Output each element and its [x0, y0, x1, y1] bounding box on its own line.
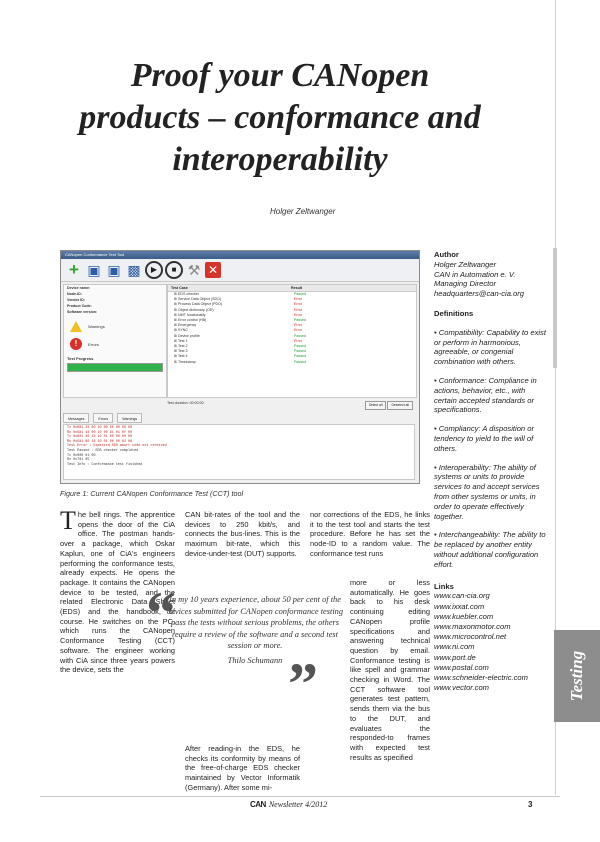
window-title: CANopen Conformance Test Tool — [61, 251, 419, 259]
definitions-heading: Definitions — [434, 308, 474, 318]
link-item[interactable]: www.schneider-electric.com — [434, 672, 528, 682]
disk-icon[interactable]: ▣ — [107, 262, 121, 278]
log-tabs — [63, 413, 415, 423]
tab-warnings[interactable]: Warnings — [117, 413, 142, 423]
author-line-item: headquarters@can-cia.org — [434, 289, 525, 299]
body-column-3-top: nor corrections of the EDS, he links it to the test tool and starts the test procedure. Before he has set the node-ID to a random value. The conformance test runs — [310, 510, 430, 558]
author-byline: Holger Zeltwanger — [270, 207, 336, 216]
test-case-result: Passed — [294, 344, 306, 349]
sidebar — [434, 250, 549, 693]
drop-cap: T — [60, 506, 76, 535]
warnings-row — [64, 321, 166, 332]
test-case-result: Passed — [294, 318, 306, 323]
test-case-result: Passed — [294, 354, 306, 359]
tree-rows — [168, 292, 416, 365]
link-item[interactable]: www.maxonmotor.com — [434, 621, 511, 631]
author-line-item: Holger Zeltwanger — [434, 259, 497, 269]
errors-label: Errors — [88, 341, 99, 347]
tree-header-testcase: Test Case — [171, 286, 188, 290]
link-item[interactable]: www.kuebler.com — [434, 611, 494, 621]
test-case-name: ⊞ Service Data Object (SDO) — [174, 297, 222, 302]
body-column-3-low: more or less automatically. He goes back to his desk continuing editing CANopen profile specifications and answering technical question by email. Conformance testing is like spell and grammar checking in Word. The CCT software tool generates test pattern, sends them via the bus to the DUT, and evaluates the responded-to frames with expected test results as specified — [350, 578, 430, 762]
device-info-row — [64, 309, 166, 315]
links-heading: Links — [434, 581, 454, 591]
test-case-result: Error — [294, 307, 302, 312]
test-case-name: ⊞ Error control (HB) — [174, 318, 207, 323]
test-case-result: Passed — [294, 333, 306, 338]
tab-errors[interactable]: Errors — [93, 413, 113, 423]
tree-header — [168, 285, 416, 292]
link-item[interactable]: www.port.de — [434, 652, 476, 662]
log-line: Test Passed : EDS checker completed — [67, 448, 139, 453]
test-case-result: Error — [294, 338, 302, 343]
log-line: Tx 0x000 01 00 — [67, 453, 96, 458]
tree-row[interactable] — [168, 360, 416, 365]
device-info-list — [64, 285, 166, 315]
test-case-name: ⊞ Process Data Object (PDO) — [174, 302, 223, 307]
can-logo: CAN — [250, 800, 266, 809]
definition-item: • Interchangeability: The ability to be replaced by another entity without additional configuration effort. — [434, 530, 546, 569]
test-case-result: Error — [294, 297, 302, 302]
test-case-result: Error — [294, 302, 302, 307]
definition-item: • Interoperability: The ability of systems or units to provide services to and accept services from other systems or units, in order to operate effectively together. — [434, 462, 540, 521]
pull-quote-author: Thilo Schumann — [227, 655, 283, 665]
definition-item: • Conformance: Compliance in actions, behavior, etc., with certain accepted standards or specifications. — [434, 375, 537, 415]
export-icon[interactable]: ▩ — [127, 262, 141, 278]
play-icon[interactable]: ▶ — [145, 261, 163, 279]
page-number: 3 — [528, 800, 533, 809]
tab-messages[interactable]: Messages — [63, 413, 89, 423]
test-case-result: Passed — [294, 349, 306, 354]
settings-tool-icon[interactable]: ⚒ — [187, 262, 201, 278]
test-case-name: ⊞ SYNC — [174, 328, 188, 333]
test-case-name: ⊞ Device profile — [174, 333, 200, 338]
close-quote-icon: ” — [288, 651, 318, 717]
device-info-pane — [63, 284, 167, 398]
link-item[interactable]: www.can-cia.org — [434, 591, 490, 601]
errors-row — [64, 338, 166, 350]
body-column-2-top: CAN bit-rates of the tool and the devices to 250 kbit/s, and connects the bus-lines. This is the maximum bit-rate, which this device-under-test (DUT) supports. — [185, 510, 300, 558]
test-case-name: ⊞ Timestamp — [174, 359, 196, 364]
test-case-name: ⊞ Object dictionary (OD) — [174, 307, 214, 312]
tree-header-result: Result — [291, 286, 302, 290]
author-details — [434, 260, 549, 299]
footer — [250, 800, 327, 809]
test-case-name: ⊞ NMT functionality — [174, 312, 206, 317]
column-1-text: he bell rings. The apprentice opens the door of the CiA office. The postman hands-over a package, which Oskar Kaplun, one of CiA's engineers performing the conformance tests, already expects. He opens the package. It contains the CANopen device to be tested, and the related Electronic Data Sheet (EDS) and the handbook, of course. He switches on the PC, which runs the CANopen Conformance Testing (CCT) software. The engineer working with CiA since three years powers the device, sets the — [60, 510, 175, 675]
log-line: Tx 0x601 40 18 10 01 00 00 00 00 — [67, 435, 133, 440]
log-line: Rx 0x701 05 — [67, 458, 90, 463]
error-icon: ! — [70, 338, 82, 350]
warnings-label: Warnings — [88, 324, 105, 329]
status-text: Test duration: 00:00:00 — [167, 401, 204, 405]
device-info-key: Product Code: — [67, 304, 92, 308]
progress-label: Test Progress — [67, 356, 94, 361]
warning-icon — [70, 321, 82, 332]
status-bar — [167, 397, 415, 409]
definitions-list — [434, 328, 549, 570]
new-test-icon[interactable]: + — [69, 260, 79, 279]
test-case-name: ⊞ Test 4 — [174, 354, 188, 359]
message-log — [63, 424, 415, 480]
figure-screenshot — [60, 250, 420, 484]
test-case-result: Error — [294, 328, 302, 333]
figure-caption: Figure 1: Current CANopen Conformance Test (CCT) tool — [60, 489, 244, 498]
links-list — [434, 591, 549, 693]
device-info-key: Node-ID: — [67, 292, 82, 296]
page-title: Proof your CANopen products – conformance and interoperability — [79, 57, 481, 178]
definition-item: • Compatibility: Capability to exist or perform in harmonious, agreeable, or congenial combination with others. — [434, 327, 546, 367]
open-quote-icon: “ — [146, 580, 176, 646]
author-heading: Author — [434, 250, 459, 259]
toolbar — [61, 259, 419, 282]
progress-fill — [68, 364, 162, 371]
stop-icon[interactable]: ■ — [165, 261, 183, 279]
newsletter-issue: Newsletter 4/2012 — [268, 800, 328, 809]
pull-quote-text: In my 10 years experience, about 50 per cent of the devices submitted for CANopen conformance testing pass the tests without serious problems, the others require a review of the software and a second test session or more. — [166, 595, 344, 651]
test-case-name: ⊞ Test 3 — [174, 349, 188, 354]
close-icon[interactable]: ✕ — [205, 262, 221, 278]
test-case-result: Error — [294, 323, 302, 328]
test-case-result: Error — [294, 312, 302, 317]
link-item[interactable]: www.microcontrol.net — [434, 632, 507, 642]
test-case-name: ⊞ Emergency — [174, 323, 197, 328]
deselect-all-button[interactable]: Deselect all — [387, 401, 413, 410]
definition-item: • Compliancy: A disposition or tendency to yield to the will of others. — [434, 424, 535, 453]
save-icon[interactable]: ▣ — [87, 262, 101, 278]
section-tab — [554, 630, 600, 722]
link-item[interactable]: www.ixxat.com — [434, 601, 485, 611]
log-line: Tx 0x601 23 00 10 00 00 00 00 00 — [67, 426, 133, 430]
log-line: Test Info : Conformance test finished — [67, 462, 143, 467]
test-case-result: Passed — [294, 359, 306, 364]
side-accent-bar — [553, 248, 557, 368]
test-case-name: ⊞ Test 1 — [174, 338, 188, 343]
link-item[interactable]: www.postal.com — [434, 662, 489, 672]
test-tree — [167, 284, 417, 398]
test-case-name: ⊞ EDS checker — [174, 292, 199, 296]
device-info-key: Software version: — [67, 310, 98, 314]
link-item[interactable]: www.ni.com — [434, 642, 475, 652]
section-tab-label: Testing — [567, 650, 586, 702]
device-info-key: Device name: — [67, 286, 91, 290]
footer-rule — [40, 796, 560, 797]
author-line-item: Managing Director — [434, 279, 497, 289]
body-column-2-bottom: After reading-in the EDS, he checks its conformity by means of the free-of-charge EDS checker maintained by Vector Informatik (Germany). After some mi- — [185, 744, 300, 792]
link-item[interactable]: www.vector.com — [434, 683, 489, 693]
log-line: Rx 0x581 80 18 10 01 00 00 02 06 — [67, 439, 133, 444]
progress-bar — [67, 363, 163, 372]
log-line: Rx 0x581 43 00 10 00 91 01 0f 00 — [67, 430, 133, 435]
test-case-name: ⊞ Test 2 — [174, 344, 188, 349]
select-all-button[interactable]: Select all — [365, 401, 387, 410]
device-info-key: Vendor ID: — [67, 298, 85, 302]
test-case-result: Passed — [294, 292, 306, 296]
author-line-item: CAN in Automation e. V. — [434, 269, 516, 279]
log-line: Test Error : Expected SDO abort code not received — [67, 444, 167, 449]
